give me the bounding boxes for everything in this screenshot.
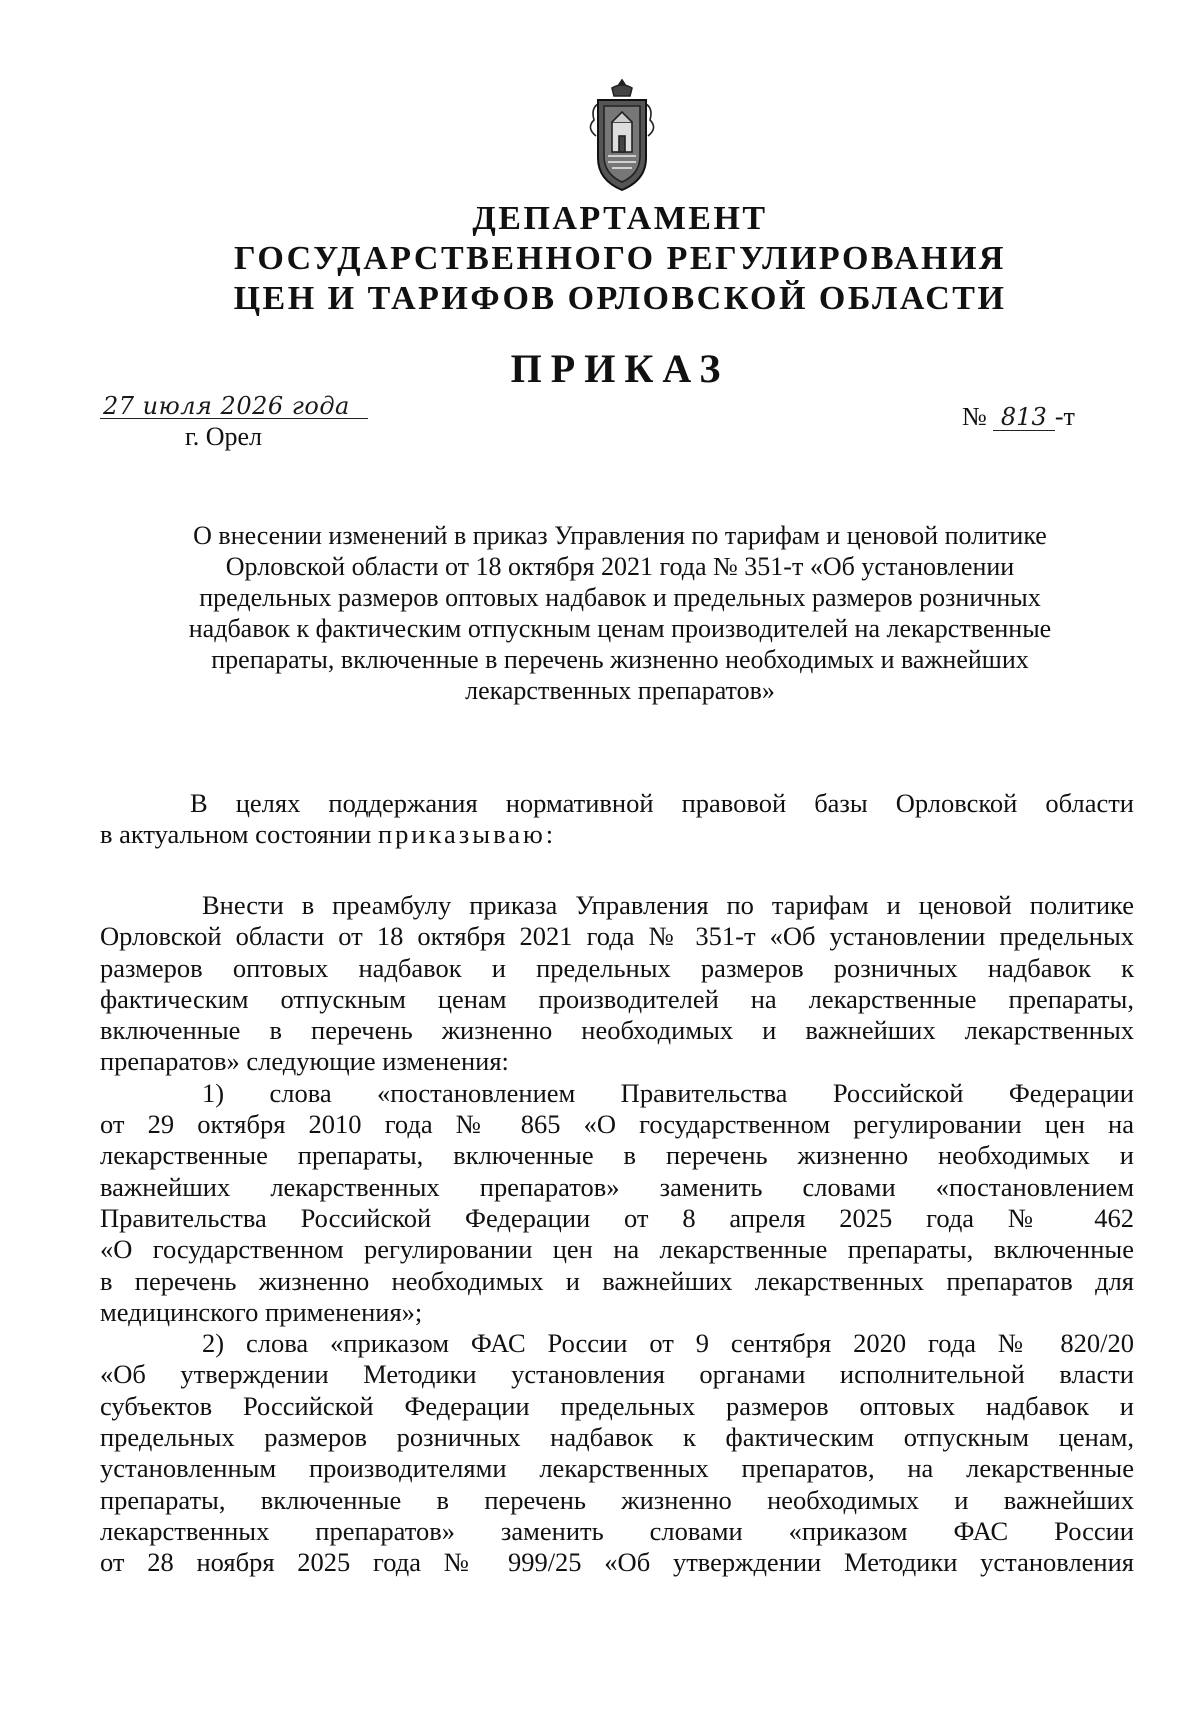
item-1-line: «О государственном регулировании цен на лекарственные препараты, включенные <box>100 1234 1134 1265</box>
order-word: приказываю: <box>377 819 557 850</box>
order-subject <box>130 520 1110 706</box>
paragraph-line: фактическим отпускным ценам производителей на лекарственные препараты, <box>100 983 1134 1014</box>
item-2-line: препараты, включенные в перечень жизненно необходимых и важнейших <box>100 1484 1134 1515</box>
document-type-title: ПРИКАЗ <box>510 346 730 391</box>
date-underline <box>100 418 368 419</box>
department-title-line-3: ЦЕН И ТАРИФОВ ОРЛОВСКОЙ ОБЛАСТИ <box>233 280 1007 317</box>
paragraph-line <box>100 819 1134 850</box>
preamble-paragraph <box>100 788 1134 851</box>
subject-line: лекарственных препаратов» <box>465 676 775 705</box>
item-2-line: субъектов Российской Федерации предельных размеров оптовых надбавок и <box>100 1390 1134 1421</box>
paragraph-line: Орловской области от 18 октября 2021 года № 351-т «Об установлении предельных <box>100 921 1134 952</box>
department-title-line-1: ДЕПАРТАМЕНТ <box>472 200 768 237</box>
paragraph-line: препаратов» следующие изменения: <box>100 1046 509 1077</box>
subject-line: О внесении изменений в приказ Управления по тарифам и ценовой политике <box>193 521 1047 550</box>
item-1-line: важнейших лекарственных препаратов» заменить словами «постановлением <box>100 1171 1134 1202</box>
subject-line: препараты, включенные в перечень жизненно необходимых и важнейших <box>211 645 1029 674</box>
city-label: г. Орел <box>185 422 263 451</box>
handwritten-date: 27 июля 2026 года <box>103 392 350 420</box>
item-2-line: «Об утверждении Методики установления органами исполнительной власти <box>100 1359 1134 1390</box>
handwritten-number: 813 <box>993 404 1055 431</box>
paragraph-line: В целях поддержания нормативной правовой базы Орловской области <box>190 788 1134 818</box>
order-number <box>962 402 1075 432</box>
coat-of-arms-icon <box>572 76 672 196</box>
item-1-line: 1) слова «постановлением Правительства Российской Федерации <box>202 1077 1134 1108</box>
department-title-line-2: ГОСУДАРСТВЕННОГО РЕГУЛИРОВАНИЯ <box>234 240 1006 277</box>
item-2-line: 2) слова «приказом ФАС России от 9 сентября 2020 года № 820/20 <box>202 1328 1134 1359</box>
subject-line: надбавок к фактическим отпускным ценам производителей на лекарственные <box>188 614 1052 643</box>
item-2-line: предельных размеров розничных надбавок к фактическим отпускным ценам, <box>100 1422 1134 1453</box>
item-1-line: Правительства Российской Федерации от 8 апреля 2025 года № 462 <box>100 1202 1134 1233</box>
item-2-line: лекарственных препаратов» заменить словами «приказом ФАС России <box>100 1515 1134 1546</box>
item-1-line: от 29 октября 2010 года № 865 «О государственном регулировании цен на <box>100 1109 1134 1140</box>
item-2-line: установленным производителями лекарственных препаратов, на лекарственные <box>100 1453 1134 1484</box>
number-suffix: -т <box>1054 402 1075 431</box>
subject-line: предельных размеров оптовых надбавок и предельных размеров розничных <box>199 583 1041 612</box>
item-1-line: в перечень жизненно необходимых и важнейших лекарственных препаратов для <box>100 1265 1134 1296</box>
subject-line: Орловской области от 18 октября 2021 года № 351-т «Об установлении <box>225 552 1015 581</box>
item-1-line: медицинского применения»; <box>100 1296 423 1327</box>
paragraph-line: включенные в перечень жизненно необходимых и важнейших лекарственных <box>100 1015 1134 1046</box>
paragraph-line: размеров оптовых надбавок и предельных размеров розничных надбавок к <box>100 952 1134 983</box>
number-sign: № <box>962 402 987 431</box>
order-body <box>100 890 1134 1579</box>
item-2-line: от 28 ноября 2025 года № 999/25 «Об утверждении Методики установления <box>100 1547 1134 1578</box>
item-1-line: лекарственные препараты, включенные в перечень жизненно необходимых и <box>100 1140 1134 1171</box>
paragraph-line: Внести в преамбулу приказа Управления по тарифам и ценовой политике <box>202 890 1134 920</box>
preamble-text: в актуальном состоянии <box>100 819 378 850</box>
